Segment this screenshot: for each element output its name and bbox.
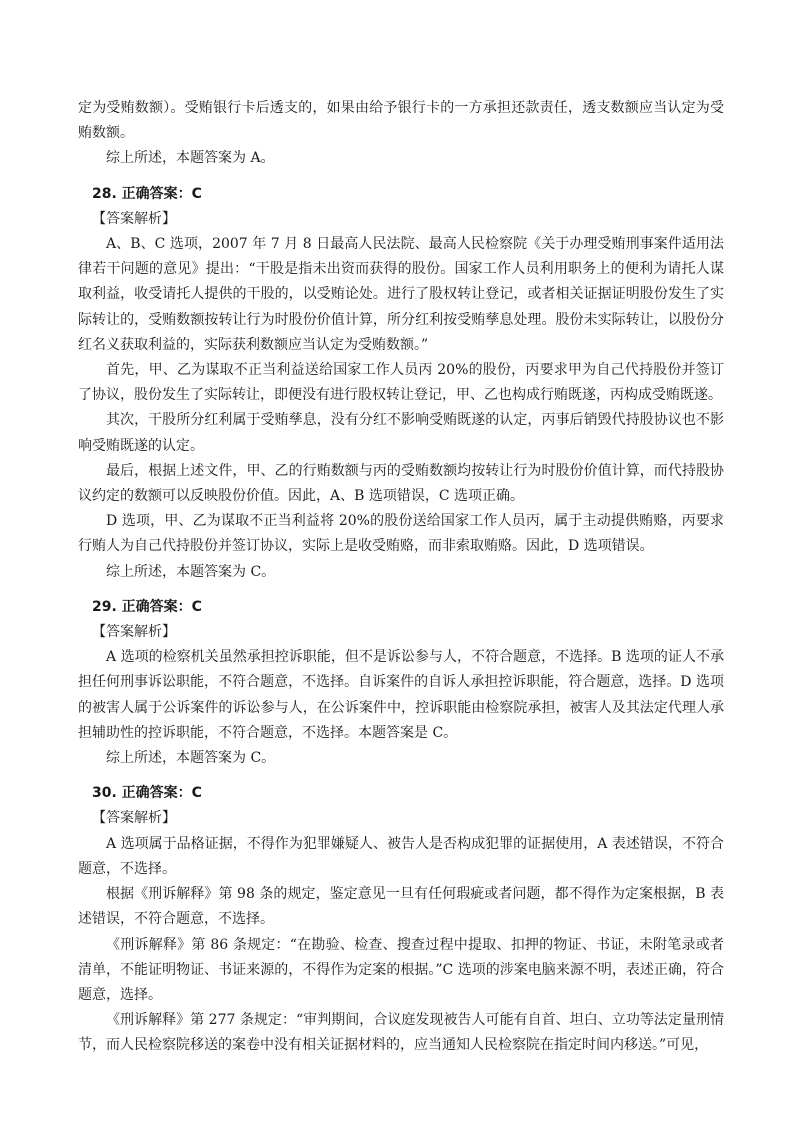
q28-paragraph: D 选项，甲、乙为谋取不正当利益将 20%的股份送给国家工作人员丙，属于主动提供贿赂，丙要求行贿人为自己代持股份并签订协议，实际上是收受贿赂，而非索取贿赂。因此，D 选项错误。 xyxy=(78,513,724,555)
intro-paragraph: 定为受贿数额）。受贿银行卡后透支的，如果由给予银行卡的一方承担还款责任，透支数额应当认定为受贿数额。 xyxy=(78,100,724,142)
q30-paragraph: 《刑诉解释》第 277 条规定：“审判期间，合议庭发现被告人可能有自首、坦白、立功等法定量刑情节，而人民检察院移送的案卷中没有相关证据材料的，应当通知人民检察院在指定时间内移送。”可见， xyxy=(78,1012,724,1054)
q30-paragraph: 《刑诉解释》第 86 条规定：“在勘验、检查、搜查过程中提取、扣押的物证、书证，未附笔录或者清单，不能证明物证、书证来源的，不得作为定案的根据。”C 选项的涉案电脑来源不明，表述正确，符合题意，选择。 xyxy=(78,936,724,1003)
q30-heading: 30. 正确答案：C xyxy=(92,785,202,802)
q28-analysis-label: 【答案解析】 xyxy=(92,210,176,227)
q30-paragraph: A 选项属于品格证据，不得作为犯罪嫌疑人、被告人是否构成犯罪的证据使用，A 表述错误，不符合题意，不选择。 xyxy=(78,835,724,877)
intro-conclusion: 综上所述，本题答案为 A。 xyxy=(106,150,275,167)
q28-conclusion: 综上所述，本题答案为 C。 xyxy=(106,563,276,580)
q28-paragraph: 最后，根据上述文件，甲、乙的行贿数额与丙的受贿数额均按转让行为时股份价值计算，而代持股协议约定的数额可以反映股份价值。因此，A、B 选项错误，C 选项正确。 xyxy=(78,462,724,505)
q28-paragraph: 首先，甲、乙为谋取不正当利益送给国家工作人员丙 20%的股份，丙要求甲为自己代持股份并签订了协议，股份发生了实际转让，即便没有进行股权转让登记，甲、乙也构成行贿既遂，丙构成受贿既遂。 xyxy=(78,362,724,404)
document-page xyxy=(78,96,724,1059)
q30-paragraph: 根据《刑诉解释》第 98 条的规定，鉴定意见一旦有任何瑕疵或者问题，都不得作为定案根据，B 表述错误，不符合题意，不选择。 xyxy=(78,886,724,928)
q29-conclusion: 综上所述，本题答案为 C。 xyxy=(106,750,276,767)
q29-analysis-label: 【答案解析】 xyxy=(92,624,176,641)
q28-paragraph: 其次，干股所分红利属于受贿孳息，没有分红不影响受贿既遂的认定，丙事后销毁代持股协议也不影响受贿既遂的认定。 xyxy=(78,412,724,454)
q30-analysis-label: 【答案解析】 xyxy=(92,810,176,827)
q28-paragraph: A、B、C 选项，2007 年 7 月 8 日最高人民法院、最高人民检察院《关于办理受贿刑事案件适用法律若干问题的意见》提出：“干股是指未出资而获得的股份。国家工作人员利用职务上的便利为请托人谋取利益，收受请托人提供的干股的，以受贿论处。进行了股权转让登记，或者相关证据证明股份发生了实际转让的，受贿数额按转让行为时股份价值计算，所分红利按受贿孳息处理。股份未实际转让，以股份分红名义获取利益的，实际获利数额应当认定为受贿数额。” xyxy=(78,236,724,353)
q28-heading: 28. 正确答案：C xyxy=(92,185,202,202)
q29-paragraph: A 选项的检察机关虽然承担控诉职能，但不是诉讼参与人，不符合题意，不选择。B 选项的证人不承担任何刑事诉讼职能，不符合题意，不选择。自诉案件的自诉人承担控诉职能，符合题意，选择。D 选项的被害人属于公诉案件的诉讼参与人，在公诉案件中，控诉职能由检察院承担，被害人及其法定代理人承担辅助性的控诉职能，不符合题意，不选择。本题答案是 C。 xyxy=(78,649,724,741)
q29-heading: 29. 正确答案：C xyxy=(92,598,202,615)
